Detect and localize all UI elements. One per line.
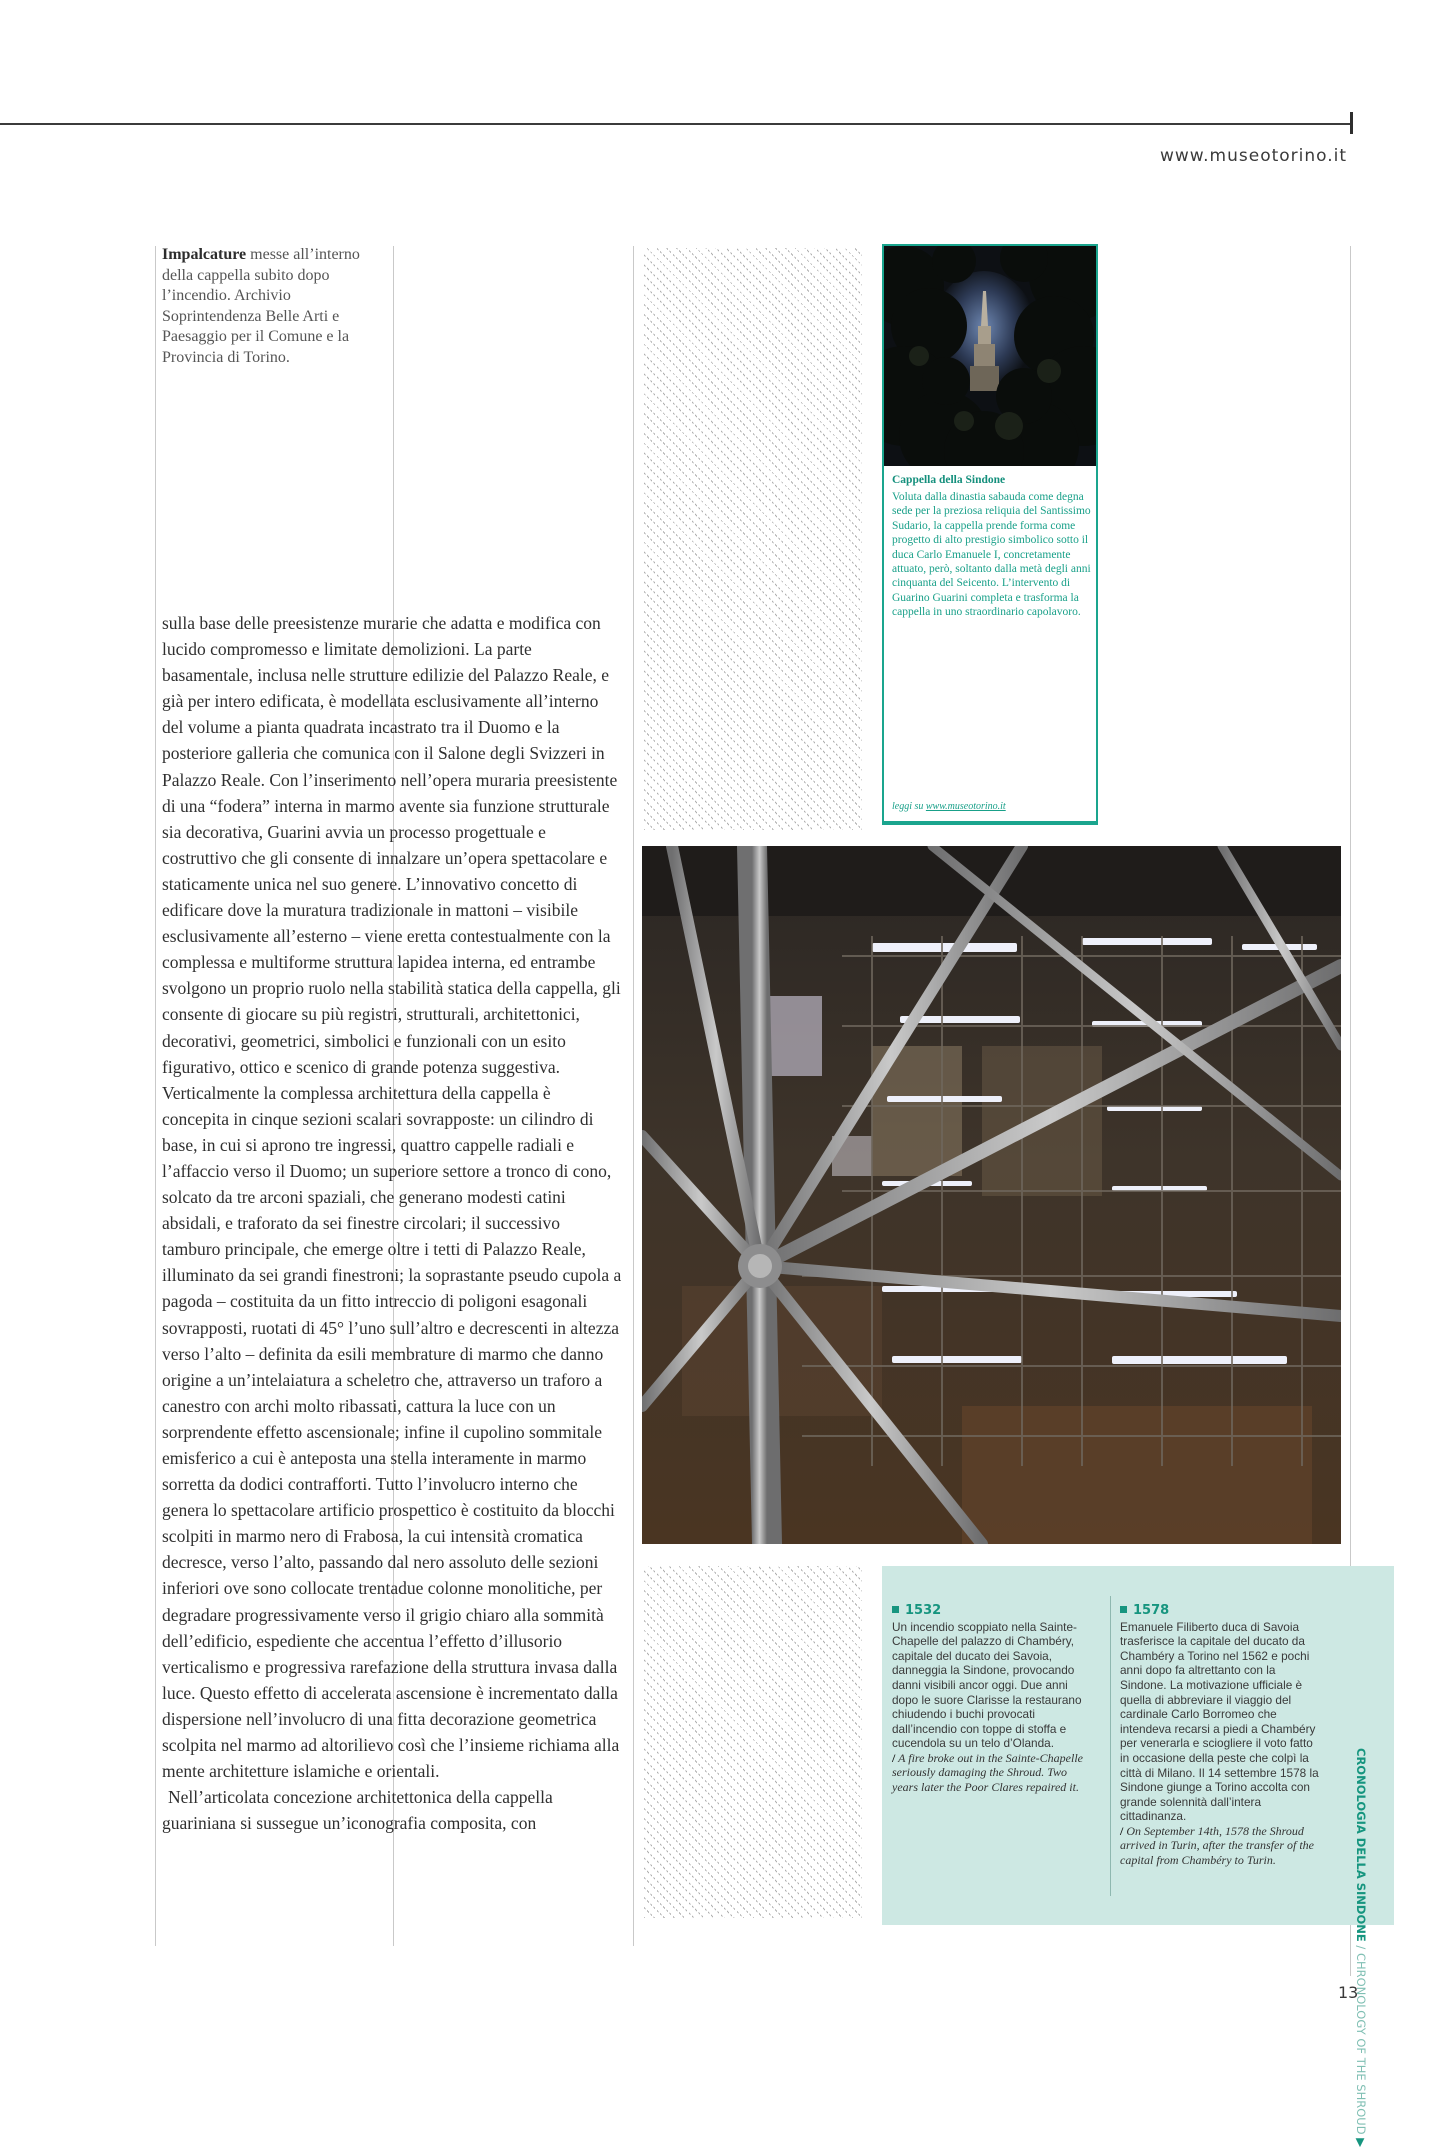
timeline-divider: [1110, 1596, 1111, 1896]
sidebar-link[interactable]: www.museotorino.it: [925, 801, 1006, 812]
scaffolding-photo: [642, 846, 1341, 1544]
sidebar-title: Cappella della Sindone: [892, 474, 1006, 486]
body-paragraph: sulla base delle preesistenze murarie che adatta e modifica con lucido compromesso e limitate demolizioni. La parte basamentale, inclusa nelle strutture edilizie del Palazzo Reale, e già per intero edificata, è modellata esclusivamente all’interno del volume a pianta quadrata incastrato tra il Duomo e la posteriore galleria che comunica con il Salone degli Svizzeri in Palazzo Reale. Con l’inserimento nell’opera muraria preesistente di una “fodera” interna in marmo avente sia funzione strutturale sia decorativa, Guarini avvia un processo progettuale e costruttivo che gli consente di innalzare un’opera spettacolare e staticamente unica nel suo genere. L’innovativo concetto di edificare dove la muratura tradizionale in mattoni – visibile esclusivamente all’esterno – viene eretta contestualmente con la complessa e multiforme struttura lapidea interna, ed entrambe svolgono un proprio ruolo nella stabilità statica della cappella, gli consente di giocare su più registri, strutturali, architettonici, decorativi, geometrici, simbolici e funzionali con un esito figurativo, ottico e scenico di grande potenza suggestiva. Verticalmente la complessa architettura della cappella è concepita in cinque sezioni scalari sovrapposte: un cilindro di base, in cui si aprono tre ingressi, quattro cappelle radiali e l’affaccio verso il Duomo; un superiore settore a tronco di cono, solcato da tre arconi spaziali, che generano modesti catini absidali, e traforato da sei finestre circolari; il successivo tamburo principale, che emerge oltre i tetti di Palazzo Reale, illuminato da sei grandi finestroni; la soprastante pseudo cupola a pagoda – costituita da un fitto intreccio di poligoni esagonali sovrapposti, ruotati di 45° l’uno sull’altro e decrescenti in altezza verso l’alto – definita da esili membrature di marmo che danno origine a un’intelaiatura a scheletro che, attraverso un traforo a canestro con archi molto ribassati, cattura la luce con un sorprendente effetto ascensionale; infine il cupolino sommitale emisferico a cui è anteposta una stella interamente in marmo sorretta da dodici contrafforti. Tutto l’involucro interno che genera lo spettacolare artificio prospettico è costituito da blocchi scolpiti in marmo nero di Frabosa, la cui intensità cromatica decresce, verso l’alto, passando dal nero assoluto delle sezioni inferiori ove sono collocate trentadue colonne monolitiche, per degradare progressivamente verso il grigio chiaro alla sommità dell’edificio, espediente che accentua l’effetto d’illusorio verticalismo e progressiva rarefazione della struttura invasa dalla luce. Questo effetto di accelerata ascensione è incrementato dalla dispersione nell’involucro di una fitta decorazione geometrica scolpita nel marmo ad altorilievo così che l’insieme richiama alla mente architetture islamiche e orientali.: [162, 613, 622, 1782]
page-number: 13: [1338, 1983, 1359, 2002]
section-title-main: CRONOLOGIA DELLA SINDONE: [1354, 1748, 1368, 1942]
hatch-pattern: [644, 1566, 862, 1918]
timeline-box: [882, 1566, 1394, 1925]
timeline-entry: [892, 1604, 1088, 1794]
sidebar-link-prefix: leggi su: [892, 801, 926, 812]
timeline-text-it: Un incendio scoppiato nella Sainte-Chapelle del palazzo di Chambéry, capitale del ducato dei Savoia, danneggia la Sindone, provocando danni visibili ancor oggi. Due anni dopo le suore Clarisse la restaurano chiudendo i buchi provocati dall’incendio con toppe di stoffa e cucendola su un telo d’Olanda.: [892, 1619, 1082, 1751]
timeline-entry: [1120, 1604, 1320, 1867]
bullet-icon: [892, 1606, 899, 1613]
timeline-year: [1120, 1604, 1320, 1619]
scaffolding-photo-image: [642, 846, 1341, 1544]
spire-photo-image: [884, 246, 1096, 466]
section-title-vertical: [1354, 1748, 1368, 2147]
sidebar-accent-bar: [882, 821, 1098, 825]
guide-line: [155, 246, 156, 1946]
sidebar-read-more[interactable]: [892, 801, 1092, 812]
arrow-right-icon: ▶: [1354, 2134, 1368, 2147]
website-header-link[interactable]: www.museotorino.it: [1160, 146, 1348, 166]
timeline-text-it: Emanuele Filiberto duca di Savoia trasferisce la capitale del ducato da Chambéry a Torino nel 1562 e pochi anni dopo fa altrettanto con la Sindone. La motivazione ufficiale è quella di abbreviare il viaggio del cardinale Carlo Borromeo che intendeva recarsi a piedi a Chambéry per venerarla e sciogliere il voto fatto in occasione della peste che colpì la città di Milano. Il 14 settembre 1578 la Sindone giunge a Torino accolta con grande solennità dall’intera cittadinanza.: [1120, 1619, 1319, 1824]
caption-bold: Impalcature: [162, 246, 247, 263]
sidebar-card: [882, 244, 1098, 825]
timeline-en-text: A fire broke out in the Sainte-Chapelle seriously damaging the Shroud. Two years later the Poor Clares repaired it.: [892, 1750, 1083, 1794]
timeline-text-en: [892, 1751, 1088, 1794]
caption-text: messe all’interno della cappella subito dopo l’incendio. Archivio Soprintendenza Belle Arti e Paesaggio per il Comune e la Provincia di Torino.: [162, 246, 360, 366]
article-body: [162, 610, 622, 1836]
bullet-icon: [1120, 1606, 1127, 1613]
timeline-year-label: 1532: [905, 1603, 942, 1618]
photo-caption: [162, 245, 392, 368]
timeline-year-label: 1578: [1133, 1603, 1170, 1618]
timeline-text-en: [1120, 1824, 1320, 1867]
section-title-sub: CHRONOLOGY OF THE SHROUD: [1354, 1952, 1368, 2135]
section-title-separator: /: [1354, 1941, 1368, 1953]
sidebar-text: Voluta dalla dinastia sabauda come degna sede per la preziosa reliquia del Santissimo Sudario, la cappella prende forma come progetto di alto prestigio simbolico sotto il duca Carlo Emanuele I, concretamente attuato, però, soltanto dalla metà degli anni cinquanta del Seicento. L’intervento di Guarino Guarini completa e trasforma la cappella in uno straordinario capolavoro.: [892, 491, 1091, 619]
guide-line: [633, 246, 634, 1946]
slash-separator: /: [1120, 1823, 1124, 1838]
slash-separator: /: [892, 1750, 896, 1765]
hatch-pattern: [644, 248, 862, 830]
timeline-year: [892, 1604, 1088, 1619]
timeline-en-text: On September 14th, 1578 the Shroud arrived in Turin, after the transfer of the capital from Chambéry to Turin.: [1120, 1823, 1314, 1867]
spire-photo: [884, 246, 1096, 466]
top-rule: [0, 123, 1352, 125]
top-rule-tick: [1350, 112, 1353, 134]
body-paragraph: Nell’articolata concezione architettonica della cappella guariniana si sussegue un’iconografia composita, con: [162, 1787, 553, 1834]
